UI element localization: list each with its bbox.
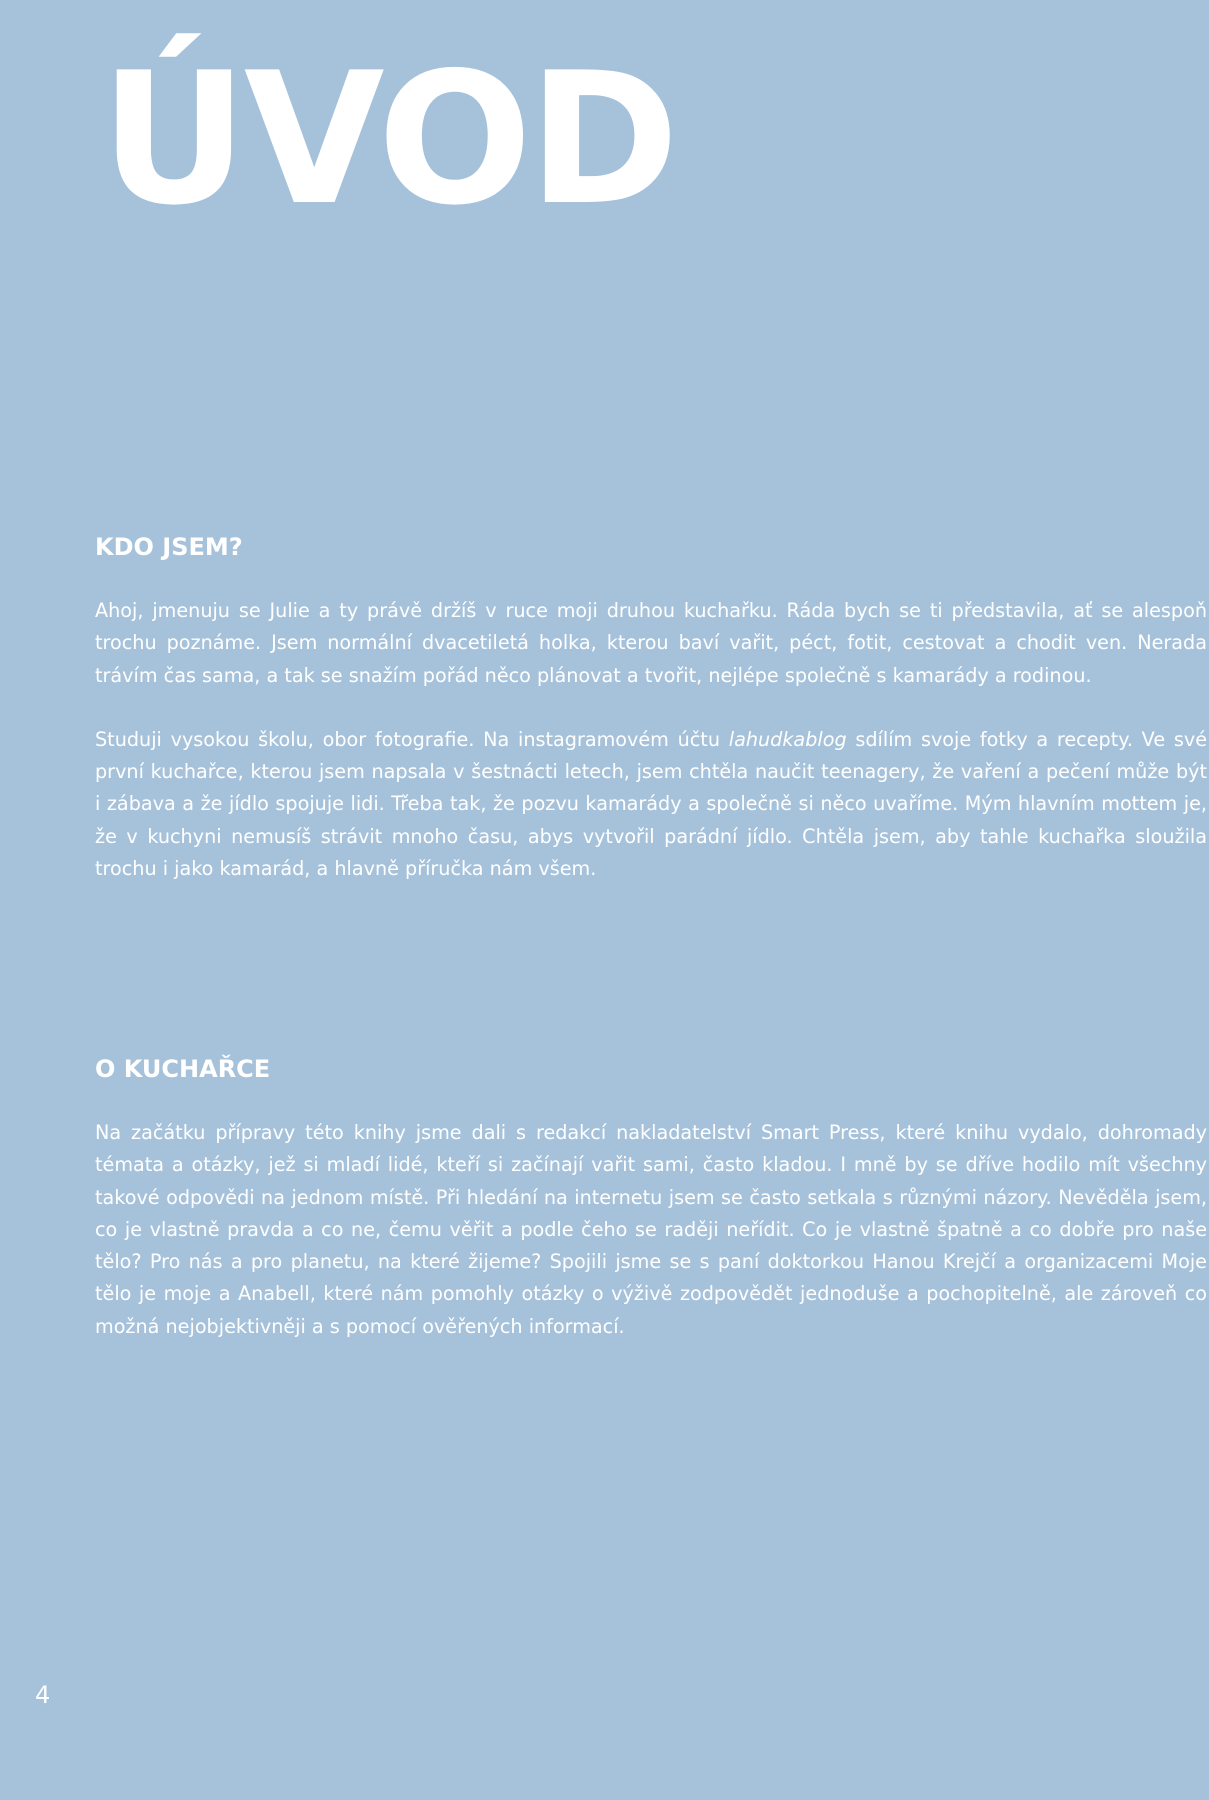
paragraph: Na začátku přípravy této knihy jsme dali s redakcí nakladatelství Smart Press, které knihu vydalo, dohromady témata a otázky, jež si mladí lidé, kteří si začínají vařit sami, často kladou. I mně by se dříve hodilo mít všechny takové odpovědi na jednom místě. Při hledání na internetu jsem se často setkala s různými názory. Nevěděla jsem, co je vlastně pravda a co ne, čemu věřit a podle čeho se raději neřídit. Co je vlastně špatně a co dobře pro naše tělo? Pro nás a pro planetu, na které žijeme? Spojili jsme se s paní doktorkou Hanou Krejčí a organizacemi Moje tělo je moje a Anabell, které nám pomohly otázky o výživě zodpovědět jednoduše a pochopitelně, ale zároveň co možná nejobjektivněji a s pomocí ověřených informací. bbox=[95, 1121, 1207, 1338]
paragraph bbox=[95, 724, 1207, 885]
section-heading: O KUCHAŘCE bbox=[95, 1055, 271, 1083]
paragraph-text: Studuji vysokou školu, obor fotografie. Na instagramovém účtu bbox=[95, 727, 729, 751]
page-title: ÚVOD bbox=[100, 33, 676, 245]
instagram-handle: lahudkablog bbox=[728, 727, 847, 751]
paragraph-text: sdílím svoje fotky a recepty. Ve své první kuchařce, kterou jsem napsala v šestnácti letech, jsem chtěla naučit teenagery, že vaření a pečení může být i zábava a že jídlo spojuje lidi. Třeba tak, že pozvu kamarády a společně si něco uvaříme. Mým hlavním mottem je, že v kuchyni nemusíš strávit mnoho času, abys vytvořil parádní jídlo. Chtěla jsem, aby tahle kuchařka sloužila trochu i jako kamarád, a hlavně příručka nám všem. bbox=[95, 727, 1208, 881]
section-kdo-jsem bbox=[95, 535, 1207, 885]
paragraph: Ahoj, jmenuju se Julie a ty právě držíš v ruce moji druhou kuchařku. Ráda bych se ti představila, ať se alespoň trochu poznáme. Jsem normální dvacetiletá holka, kterou baví vařit, péct, fotit, cestovat a chodit ven. Nerada trávím čas sama, a tak se snažím pořád něco plánovat a tvořit, nejlépe společně s kamarády a rodinou. bbox=[95, 599, 1207, 687]
page-number: 4 bbox=[35, 1681, 51, 1709]
section-heading: KDO JSEM? bbox=[95, 533, 243, 561]
section-o-kucharce bbox=[95, 1057, 1207, 1343]
